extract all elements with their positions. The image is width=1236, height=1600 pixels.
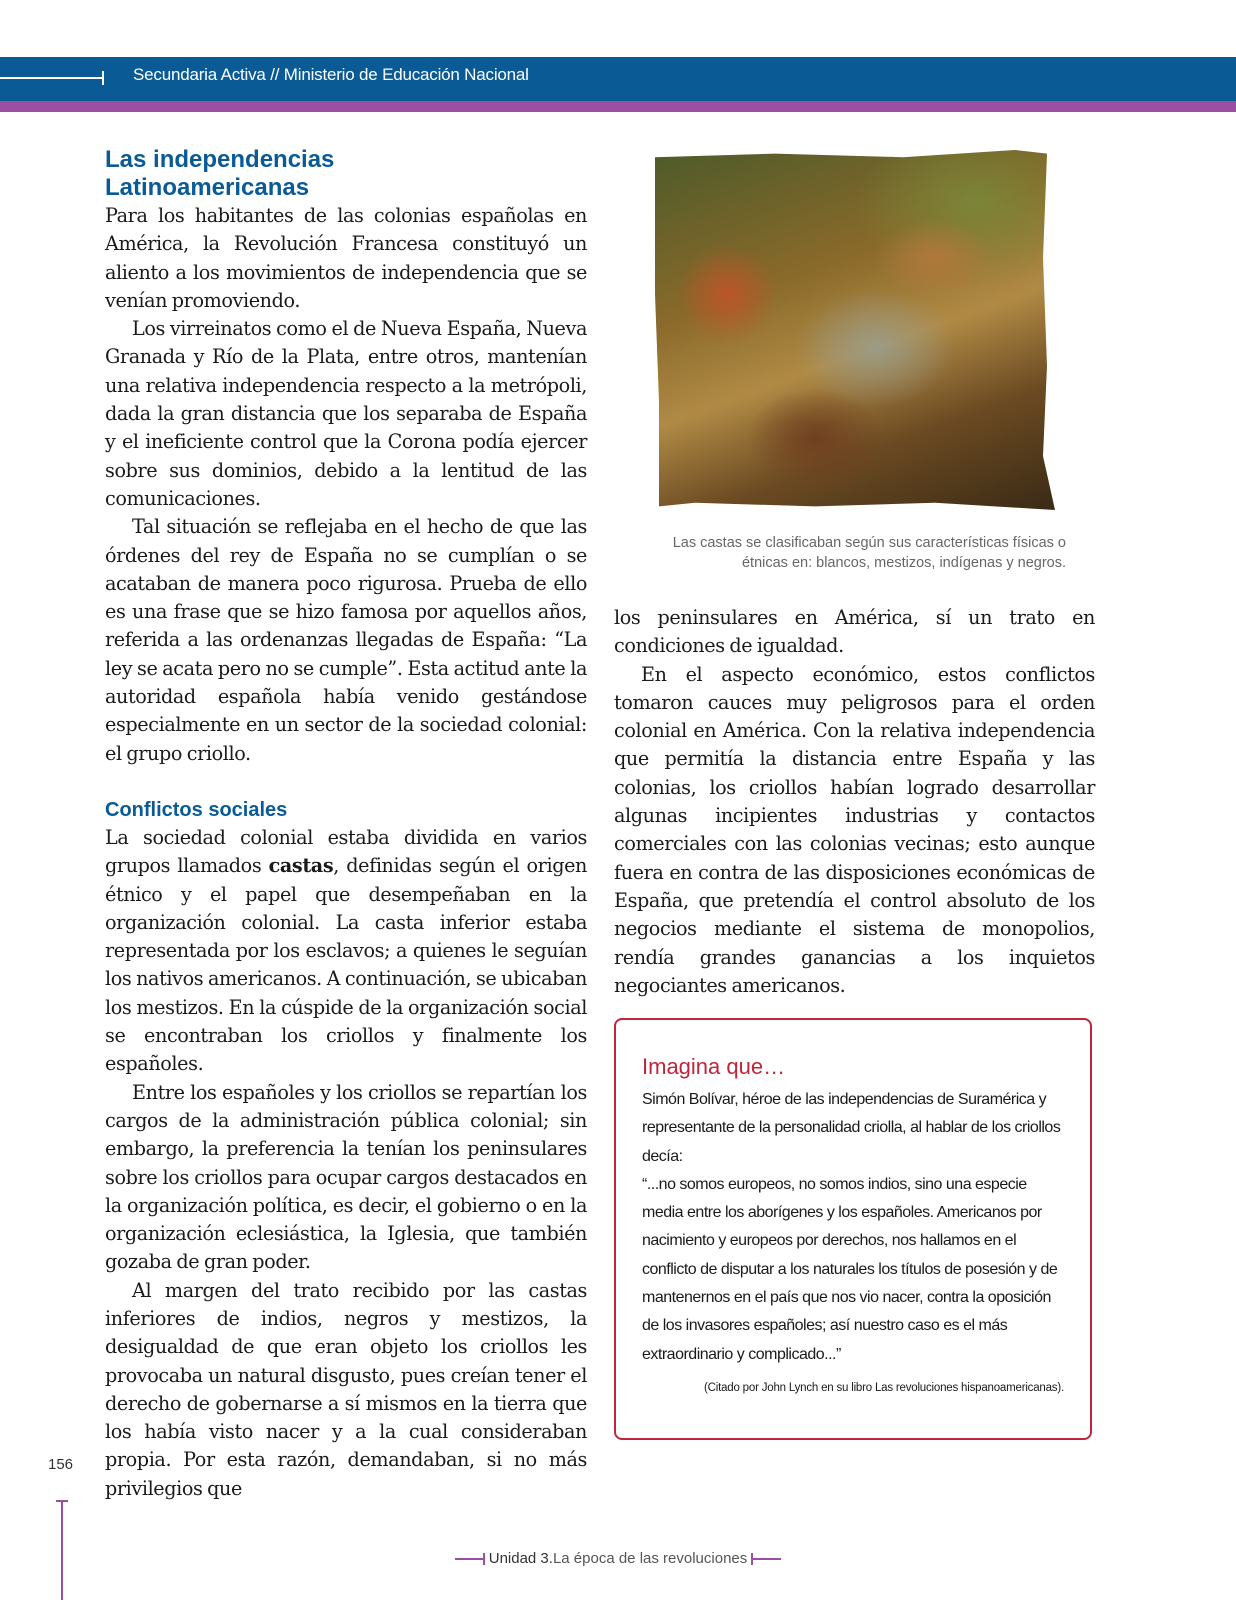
paragraph-4-end: , definidas según el origen étnico y el papel que desempeñaban en la organización colonial. La casta inferior estaba representada por los esclavos; a quienes le seguían los nativos americanos. A continuación, se ubicaban los mestizos. En la cúspide de la organización social se encontraban los criollos y finalmente los españoles. — [105, 854, 587, 1076]
article-title-line1: Las independencias — [105, 146, 335, 173]
callout-citation: (Citado por John Lynch en su libro Las revoluciones hispanoamericanas). — [704, 1382, 1064, 1394]
right-column — [614, 604, 1095, 1000]
paragraph-4-start: La sociedad colonial estaba dividida en varios grupos llamados — [105, 825, 587, 878]
callout-intro: Simón Bolívar, héroe de las independencias de Suramérica y representante de la personalidad criolla, al hablar de los criollos decía: — [642, 1091, 1061, 1165]
article-title-line2: Latinoamericanas — [105, 174, 310, 201]
figure-caption: Las castas se clasificaban según sus características físicas o étnicas en: blancos, mestizos, indígenas y negros. — [672, 535, 1066, 571]
callout-quote: “...no somos europeos, no somos indios, sino una especie media entre los aborígenes y los españoles. Americanos por nacimiento y europeos por derechos, nos hallamos en el conflicto de disputar a los naturales los títulos de posesión y de mantenernos en el país que nos vio nacer, contra la oposición de los invasores españoles; así nuestro caso es el más extraordinario y complicado...” — [642, 1175, 1058, 1363]
left-column — [105, 146, 587, 1503]
footer-unit-title: La época de las revoluciones — [552, 1550, 748, 1567]
header-title: Secundaria Activa // Ministerio de Educación Nacional — [133, 65, 529, 84]
article-title — [105, 146, 587, 202]
page-margin-tick — [56, 1500, 68, 1502]
footer-unit-label: Unidad 3. — [488, 1550, 553, 1567]
paragraph-1: Para los habitantes de las colonias españolas en América, la Revolución Francesa constituyó un aliento a los movimientos de independencia que se venían promoviendo. — [105, 204, 587, 312]
callout-title: Imagina que… — [642, 1054, 786, 1079]
paragraph-5: Entre los españoles y los criollos se repartían los cargos de la administración pública colonial; sin embargo, la preferencia la tenían los peninsulares sobre los criollos para ocupar cargos destacados en la organización política, es decir, el gobierno o en la organización eclesiástica, la Iglesia, que también gozaba de gran poder. — [105, 1080, 587, 1274]
footer-bar-right — [753, 1558, 781, 1560]
illustration-figure — [655, 150, 1055, 510]
callout-body — [642, 1086, 1062, 1369]
section-title: Conflictos sociales — [105, 798, 288, 821]
castas-term: castas — [268, 854, 334, 878]
footer-pipe-left — [483, 1553, 485, 1565]
paragraph-7: los peninsulares en América, sí un trato en condiciones de igualdad. — [614, 606, 1095, 658]
page-number: 156 — [48, 1456, 74, 1473]
header-rule-tick — [102, 71, 104, 85]
header-stripe — [0, 101, 1236, 112]
paragraph-4 — [105, 824, 587, 1079]
paragraph-2: Los virreinatos como el de Nueva España, Nueva Granada y Río de la Plata, entre otros, mantenían una relativa independencia respecto a la metrópoli, dada la gran distancia que los separaba de España y el ineficiente control que la Corona podía ejercer sobre sus dominios, debido a la lentitud de las comunicaciones. — [105, 317, 587, 510]
paragraph-8: En el aspecto económico, estos conflictos tomaron cauces muy peligrosos para el orden colonial en América. Con la relativa independencia que permitía la distancia entre España y las colonias, los criollos habían logrado desarrollar algunas incipientes industrias y contactos comerciales con las colonias vecinas; esto aunque fuera en contra de las disposiciones económicas de España, que pretendía el control absoluto de los negocios mediante el sistema de monopolios, rendía grandes ganancias a los inquietos negociantes americanos. — [614, 662, 1095, 997]
paragraph-6: Al margen del trato recibido por las castas inferiores de indios, negros y mestizos, la desigualdad de que eran objeto los criollos les provocaba un natural disgusto, pues creían tener el derecho de gobernarse a sí mismos en la tierra que los había visto nacer y a la cual consideraban propia. Por esta razón, demandaban, si no más privilegios que — [105, 1278, 587, 1500]
imagina-callout-box — [614, 1018, 1092, 1440]
castas-painting — [655, 150, 1055, 510]
footer — [0, 1550, 1236, 1567]
paragraph-3: Tal situación se reflejaba en el hecho de que las órdenes del rey de España no se cumplían o se acataban de manera poco rigurosa. Prueba de ello es una frase que se hizo famosa por aquellos años, referida a las ordenanzas llegadas de España: “La ley se acata pero no se cumple”. Esta actitud ante la autoridad española había venido gestándose especialmente en un sector de la sociedad colonial: el grupo criollo. — [105, 515, 587, 765]
footer-bar-left — [455, 1558, 483, 1560]
header-rule — [0, 77, 104, 79]
